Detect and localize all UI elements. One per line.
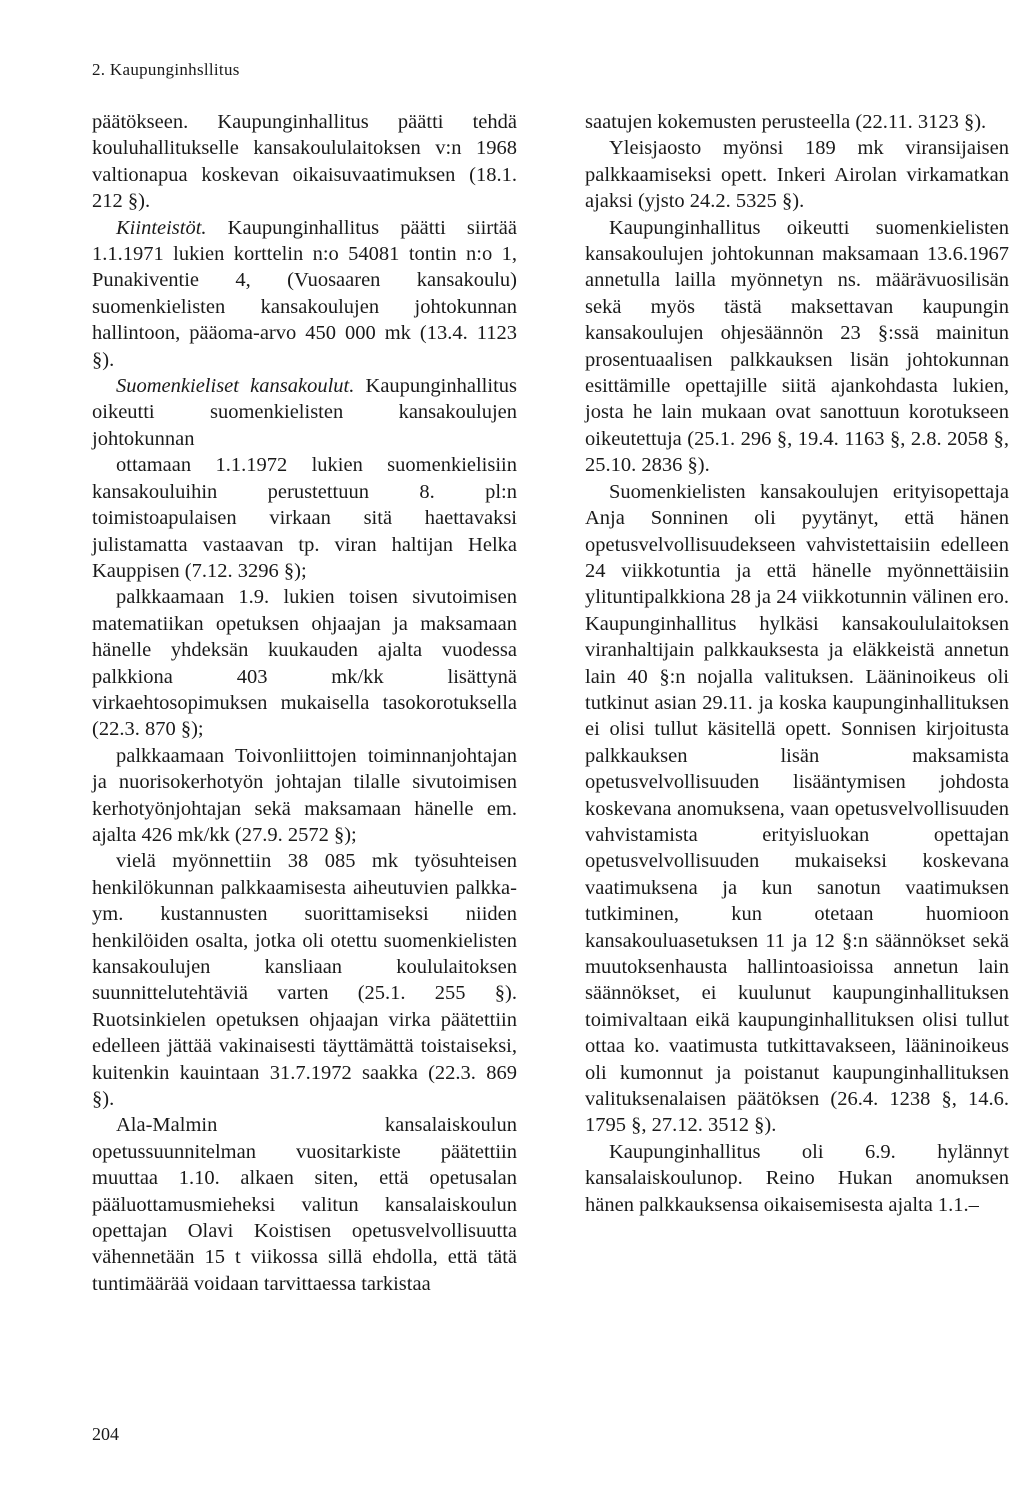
section-heading: Kiinteistöt. xyxy=(116,216,207,239)
section-heading: Suomenkieliset kansakoulut. xyxy=(116,375,355,398)
right-column xyxy=(585,109,1009,1218)
paragraph: Ala-Malmin kansalaiskoulun opetussuunnitelman vuositarkiste päätettiin muuttaa 1.10. alkaen siten, että opetusalan pääluottamusmieheksi valitun kansalaiskoulun opettajan Olavi Koistisen opetusvelvollisuutta vähennetään 15 t viikossa sillä ehdolla, että tätä tuntimäärää voidaan tarvittaessa tarkistaa xyxy=(92,1114,517,1295)
running-header: 2. Kaupunginhsllitus xyxy=(92,60,240,79)
paragraph-suomenkieliset xyxy=(92,373,517,452)
paragraph: vielä myönnettiin 38 085 mk työsuhteisen henkilökunnan palkkaamisesta aiheutuvien palkka- ym. kustannusten suorittamiseksi niiden henkilöiden osalta, jotka oli otettu suomenkielisten kansakoulujen kansliaan koululaitoksen suunnittelutehtäviä varten (25.1. 255 §). Ruotsinkielen opetuksen ohjaajan virka päätettiin edelleen jättää vakinaisesti täyttämättä toistaiseksi, kuitenkin kauintaan 31.7.1972 saakka (22.3. 869 §). xyxy=(92,850,517,1111)
paragraph: palkkaamaan 1.9. lukien toisen sivutoimisen matematiikan opetuksen ohjaajan ja maksamaan hänelle yhdeksän kuukauden ajalta vuodessa palkkiona 403 mk/kk lisättynä virkaehtosopimuksen mukaisella tasokorotuksella (22.3. 870 §); xyxy=(92,586,517,741)
paragraph: Suomenkielisten kansakoulujen erityisopettaja Anja Sonninen oli pyytänyt, että hänen opetusvelvollisuudekseen vahvistettaisiin edelleen 24 viikkotuntia ja että hänelle myönnettäisiin ylituntipalkkiona 28 ja 24 viikkotunnin välinen ero. Kaupunginhallitus hylkäsi kansakoululaitoksen viranhaltijain palkkauksesta ja eläkkeistä annetun lain 40 §:n nojalla valituksen. Lääninoikeus oli tutkinut asian 29.11. ja koska kaupunginhallituksen ei olisi tullut käsitellä opett. Sonnisen kirjoitusta palkkauksen lisän maksamista opetusvelvollisuuden lisääntymisen johdosta koskevana anomuksena, vaan opetusvelvollisuuden vahvistamista erityisluokan opettajan opetusvelvollisuuden mukaiseksi koskevana vaatimuksena ja kun sanotun vaatimuksen tutkiminen, kun otetaan huomioon kansakouluasetuksen 11 ja 12 §:n säännökset sekä muutoksenhausta hallintoasioissa annetun lain säännökset, ei kuulunut kaupunginhallituksen toimivaltaan eikä kaupunginhallituksen olisi tullut ottaa ko. vaatimusta tutkittavakseen, lääninoikeus oli kumonnut ja poistanut kaupunginhallituksen valituksenalaisen päätöksen (26.4. 1238 §, 14.6. 1795 §, 27.12. 3512 §). xyxy=(585,480,1009,1137)
paragraph: ottamaan 1.1.1972 lukien suomenkielisiin kansakouluihin perustettuun 8. pl:n toimistoapulaisen virkaan sitä haettavaksi julistamatta vastaavan tp. viran haltijan Helka Kauppisen (7.12. 3296 §); xyxy=(92,454,517,582)
paragraph: päätökseen. Kaupunginhallitus päätti tehdä kouluhallitukselle kansakoululaitoksen v:n 1968 valtionapua koskevan oikaisuvaatimuksen (18.1. 212 §). xyxy=(92,111,517,213)
left-column xyxy=(92,109,517,1297)
paragraph-kiinteistot xyxy=(92,215,517,373)
page-number: 204 xyxy=(92,1424,119,1444)
paragraph: palkkaamaan Toivonliittojen toiminnanjohtajan ja nuorisokerhotyön johtajan tilalle sivutoimisen kerhotyönjohtajan sekä maksamaan hänelle em. ajalta 426 mk/kk (27.9. 2572 §); xyxy=(92,744,517,846)
paragraph-text: Kaupunginhallitus päätti siirtää 1.1.1971 lukien korttelin n:o 54081 tontin n:o 1, Punakiventie 4, (Vuosaaren kansakoulu) suomenkielisten kansakoulujen johtokunnan hallintoon, pääoma-arvo 450 000 mk (13.4. 1123 §). xyxy=(92,216,517,371)
paragraph: saatujen kokemusten perusteella (22.11. 3123 §). xyxy=(585,111,987,133)
paragraph: Kaupunginhallitus oikeutti suomenkielisten kansakoulujen johtokunnan maksamaan 13.6.1967 annetulla lailla myönnetyn ns. määrävuosilisän sekä myös tästä maksettavan kaupungin kansakoulujen ohjesäännön 23 §:ssä mainitun prosentuaalisen palkkauksen lisän johtokunnan esittämille opettajille siitä ajankohdasta lukien, josta he lain mukaan ovat sanottuun korotukseen oikeutettuja (25.1. 296 §, 19.4. 1163 §, 2.8. 2058 §, 25.10. 2836 §). xyxy=(585,216,1009,477)
paragraph-text: Kaupunginhallitus oikeutti suomenkielisten kansakoulujen johtokunnan xyxy=(92,375,517,450)
paragraph: Yleisjaosto myönsi 189 mk viransijaisen palkkaamiseksi opett. Inkeri Airolan virkamatkan ajaksi (yjsto 24.2. 5325 §). xyxy=(585,137,1009,213)
paragraph: Kaupunginhallitus oli 6.9. hylännyt kansalaiskoulunop. Reino Hukan anomuksen hänen palkkauksensa oikaisemisesta ajalta 1.1.– xyxy=(585,1140,1009,1216)
